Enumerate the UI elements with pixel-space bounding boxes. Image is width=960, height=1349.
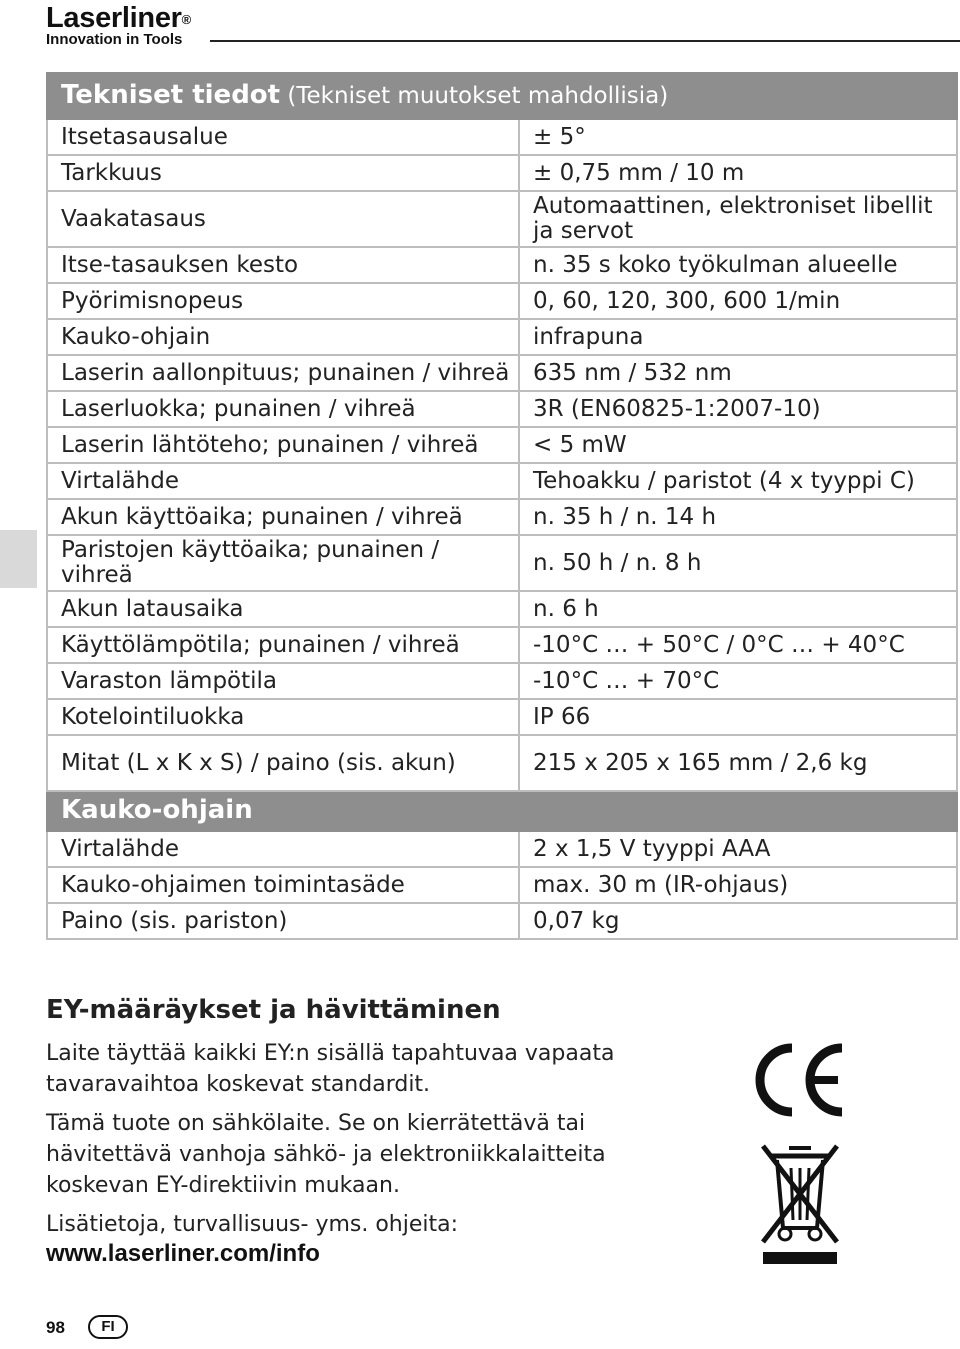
spec-label: Itse-tasauksen kesto: [47, 247, 519, 283]
spec-value: 3R (EN60825-1:2007-10): [519, 391, 957, 427]
page-number: 98: [46, 1318, 65, 1337]
side-tab-marker: [0, 530, 37, 588]
registered-mark: ®: [181, 12, 191, 27]
remote-section-header: [47, 791, 957, 831]
spec-value: Tehoakku / paristot (4 x tyyppi C): [519, 463, 957, 499]
spec-value: -10°C … + 70°C: [519, 663, 957, 699]
table-row: [47, 663, 957, 699]
table-row: [47, 155, 957, 191]
spec-label: Akun käyttöaika; punainen / vihreä: [47, 499, 519, 535]
spec-label: Käyttölämpötila; punainen / vihreä: [47, 627, 519, 663]
table-row: [47, 735, 957, 791]
spec-label: Akun latausaika: [47, 591, 519, 627]
regulations-paragraph-2: Tämä tuote on sähkölaite. Se on kierrätettävä tai hävitettävä vanhoja sähkö- ja elektroniikkalaitteita koskevan EY-direktiivin mukaan.: [46, 1111, 606, 1198]
spec-label: Itsetasausalue: [47, 119, 519, 155]
table-row: [47, 831, 957, 867]
remote-title: Kauko-ohjain: [61, 795, 253, 825]
remote-section-title-cell: [47, 791, 957, 831]
spec-label: Varaston lämpötila: [47, 663, 519, 699]
table-row: [47, 699, 957, 735]
spec-value: IP 66: [519, 699, 957, 735]
spec-value: 2 x 1,5 V tyyppi AAA: [519, 831, 957, 867]
spec-value: n. 6 h: [519, 591, 957, 627]
brand-logo: [46, 2, 191, 48]
table-row: [47, 535, 957, 591]
spec-value: infrapuna: [519, 319, 957, 355]
spec-value: n. 35 s koko työkulman alueelle: [519, 247, 957, 283]
table-row: [47, 867, 957, 903]
crossed-out-bin-icon: [755, 1138, 845, 1266]
spec-label: Pyörimisnopeus: [47, 283, 519, 319]
header-rule: [210, 40, 960, 42]
spec-value: Automaattinen, elektroniset libellit ja servot: [519, 191, 957, 247]
spec-value: -10°C … + 50°C / 0°C … + 40°C: [519, 627, 957, 663]
spec-label: Laserluokka; punainen / vihreä: [47, 391, 519, 427]
table-row: [47, 499, 957, 535]
spec-label: Mitat (L x K x S) / paino (sis. akun): [47, 735, 519, 791]
spec-subtitle: (Tekniset muutokset mahdollisia): [287, 83, 669, 109]
spec-label: Kotelointiluokka: [47, 699, 519, 735]
regulations-title: EY-määräykset ja hävittäminen: [46, 995, 501, 1025]
spec-label: Virtalähde: [47, 463, 519, 499]
spec-value: ± 0,75 mm / 10 m: [519, 155, 957, 191]
table-row: [47, 283, 957, 319]
spec-value: 0,07 kg: [519, 903, 957, 939]
spec-table: [46, 72, 958, 940]
spec-label: Kauko-ohjain: [47, 319, 519, 355]
table-row: [47, 355, 957, 391]
spec-label: Virtalähde: [47, 831, 519, 867]
regulations-paragraph-1: Laite täyttää kaikki EY:n sisällä tapahtuvaa vapaata tavaravaihtoa koskevat standardit.: [46, 1041, 615, 1097]
spec-table-body: [47, 73, 957, 939]
spec-value: n. 35 h / n. 14 h: [519, 499, 957, 535]
regulations-paragraph-3: Lisätietoja, turvallisuus- yms. ohjeita:: [46, 1212, 459, 1237]
table-row: [47, 391, 957, 427]
ce-mark-icon: [748, 1040, 848, 1120]
spec-section-header: [47, 73, 957, 119]
spec-value: 215 x 205 x 165 mm / 2,6 kg: [519, 735, 957, 791]
spec-label: Vaakatasaus: [47, 191, 519, 247]
table-row: [47, 903, 957, 939]
spec-value: ± 5°: [519, 119, 957, 155]
table-row: [47, 247, 957, 283]
language-badge: FI: [88, 1315, 128, 1339]
spec-value: 0, 60, 120, 300, 600 1/min: [519, 283, 957, 319]
table-row: [47, 427, 957, 463]
spec-label: Kauko-ohjaimen toimintasäde: [47, 867, 519, 903]
brand-name: Laserliner: [46, 2, 182, 34]
table-row: [47, 119, 957, 155]
table-row: [47, 627, 957, 663]
info-link[interactable]: www.laserliner.com/info: [46, 1240, 320, 1267]
table-row: [47, 463, 957, 499]
spec-label: Laserin lähtöteho; punainen / vihreä: [47, 427, 519, 463]
spec-value: < 5 mW: [519, 427, 957, 463]
spec-label: Paino (sis. pariston): [47, 903, 519, 939]
spec-title: Tekniset tiedot: [61, 80, 281, 110]
spec-value: 635 nm / 532 nm: [519, 355, 957, 391]
spec-label: Tarkkuus: [47, 155, 519, 191]
spec-section-title-cell: [47, 73, 957, 119]
table-row: [47, 191, 957, 247]
spec-label: Laserin aallonpituus; punainen / vihreä: [47, 355, 519, 391]
spec-label: Paristojen käyttöaika; punainen / vihreä: [47, 535, 519, 591]
brand-tagline: Innovation in Tools: [46, 31, 183, 48]
spec-value: max. 30 m (IR-ohjaus): [519, 867, 957, 903]
table-row: [47, 591, 957, 627]
spec-value: n. 50 h / n. 8 h: [519, 535, 957, 591]
table-row: [47, 319, 957, 355]
